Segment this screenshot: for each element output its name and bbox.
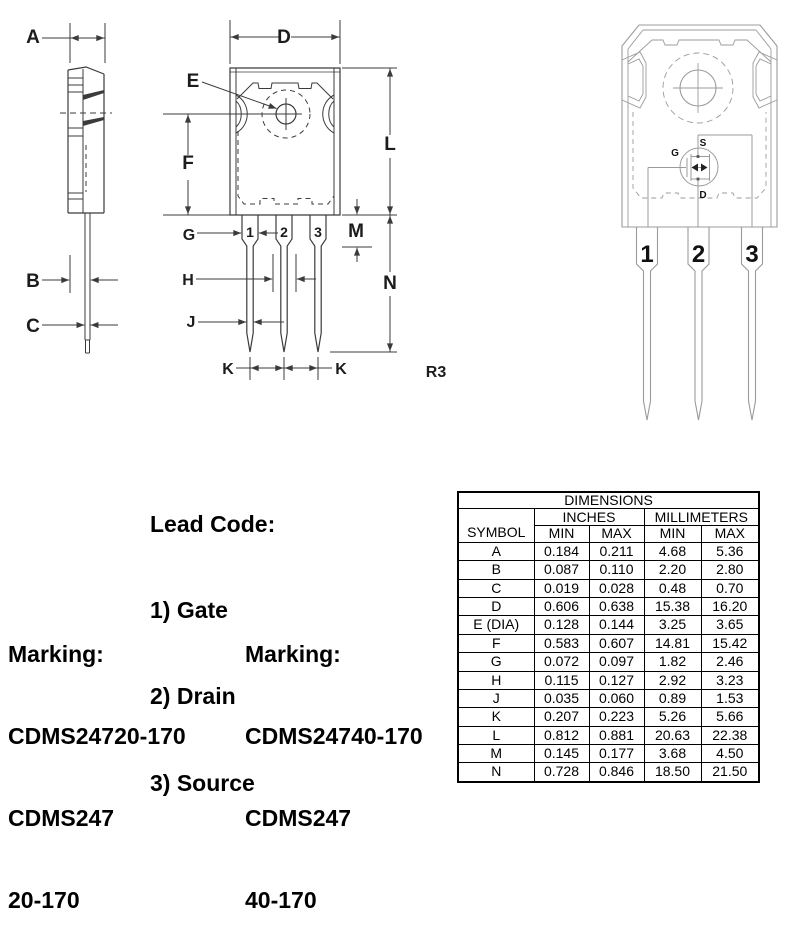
symbol-cell: D [458,597,534,615]
value-cell: 1.82 [644,653,701,671]
value-cell: 2.80 [701,561,759,579]
front-view-drawing [163,20,446,381]
marking-part-number: CDMS24720-170 [8,723,186,750]
label-K-right: K [335,361,347,378]
value-cell: 5.66 [701,708,759,726]
value-cell: 0.110 [589,561,644,579]
schematic-view-drawing [622,25,777,420]
value-cell: 22.38 [701,726,759,744]
symbol-cell: N [458,763,534,782]
label-D: D [277,27,291,48]
dim-B [26,255,118,293]
value-cell: 2.20 [644,561,701,579]
value-cell: 0.728 [534,763,589,782]
value-cell: 0.606 [534,597,589,615]
table-title-row [458,492,759,509]
chamfer-wedge-upper [83,90,104,100]
marking-block-40 [245,586,423,942]
value-cell: 1.53 [701,689,759,707]
side-view-drawing [26,23,118,353]
dim-M [342,199,372,262]
value-cell: 0.211 [589,542,644,560]
dimension-row [458,708,759,726]
value-cell: 0.028 [589,579,644,597]
value-cell: 0.70 [701,579,759,597]
value-cell: 0.097 [589,653,644,671]
label-F: F [182,153,194,174]
symbol-cell: M [458,745,534,763]
mosfet-schematic [648,135,752,227]
pin-number-2: 2 [280,224,288,240]
value-cell: 3.68 [644,745,701,763]
symbol-cell: K [458,708,534,726]
value-cell: 0.638 [589,597,644,615]
side-lead [85,213,90,353]
dim-K [222,357,347,380]
value-cell: 4.50 [701,745,759,763]
inner-dashed-outline [633,112,766,198]
value-cell: 21.50 [701,763,759,782]
front-pins [242,215,326,352]
table-unit-group-row [458,509,759,526]
symbol-cell: F [458,634,534,652]
mosfet-source-label: S [699,138,707,149]
mosfet-gate-label: G [671,148,679,159]
schematic-pin-number-1: 1 [640,241,654,268]
value-cell: 0.060 [589,689,644,707]
dimension-row [458,597,759,615]
marking-part-number: CDMS24740-170 [245,723,423,750]
value-cell: 0.035 [534,689,589,707]
label-E: E [186,71,200,92]
dimensions-table [457,491,760,783]
value-cell: 3.65 [701,616,759,634]
dimension-row [458,561,759,579]
label-J: J [186,314,196,331]
dimension-row [458,542,759,560]
label-H: H [182,272,194,289]
table-title: DIMENSIONS [458,492,759,509]
pad-dashed-outline [238,131,334,204]
dimensions-table-body [458,492,759,782]
lead-code-item-source: 3) Source [150,769,255,796]
value-cell: 0.144 [589,616,644,634]
mosfet-diode-arrow [701,164,708,172]
label-G: G [182,227,196,244]
marking-heading: Marking: [245,640,341,667]
value-cell: 0.223 [589,708,644,726]
schematic-pins [637,227,763,420]
value-cell: 0.177 [589,745,644,763]
dimension-row [458,653,759,671]
label-A: A [26,27,40,48]
value-cell: 15.42 [701,634,759,652]
pin-number-1: 1 [246,224,254,240]
value-cell: 0.89 [644,689,701,707]
dimension-row [458,616,759,634]
marking-line-2: 20-170 [8,887,80,914]
label-N: N [383,273,397,294]
schematic-pin-number-2: 2 [691,241,706,268]
dim-D [230,20,340,64]
marking-line-2: 40-170 [245,887,317,914]
dim-H [182,254,316,292]
molded-top-outline [237,83,333,99]
value-cell: 0.115 [534,671,589,689]
symbol-cell: E (DIA) [458,616,534,634]
left-notch [622,52,646,108]
mm-min-header: MIN [644,526,701,542]
value-cell: 15.38 [644,597,701,615]
value-cell: 0.127 [589,671,644,689]
symbol-cell: C [458,579,534,597]
label-B: B [26,271,40,292]
symbol-cell: A [458,542,534,560]
value-cell: 0.087 [534,561,589,579]
marking-heading: Marking: [8,640,104,667]
dimension-row [458,579,759,597]
value-cell: 0.184 [534,542,589,560]
dim-A [26,23,105,63]
value-cell: 0.607 [589,634,644,652]
dim-E [187,71,277,109]
label-M: M [348,221,364,242]
dim-C [26,316,118,337]
dim-F [163,114,277,215]
mm-max-header: MAX [701,526,759,542]
label-L: L [384,134,396,155]
value-cell: 3.25 [644,616,701,634]
chamfer-wedge-lower [83,117,104,126]
value-cell: 20.63 [644,726,701,744]
marking-line-1: CDMS247 [245,805,352,832]
value-cell: 0.207 [534,708,589,726]
marking-block-20 [8,586,186,942]
label-C: C [26,316,40,337]
symbol-header: SYMBOL [458,509,534,542]
schematic-pin-number-3: 3 [745,241,759,268]
mosfet-arrow-left [692,164,699,172]
label-R3: R3 [425,364,447,381]
value-cell: 2.46 [701,653,759,671]
lead-code-heading: Lead Code: [150,510,276,537]
value-cell: 0.128 [534,616,589,634]
side-body-outline [60,67,112,213]
dimension-row [458,689,759,707]
symbol-cell: G [458,653,534,671]
value-cell: 4.68 [644,542,701,560]
dim-G [183,227,278,244]
value-cell: 0.072 [534,653,589,671]
mosfet-drain-label: D [699,190,707,201]
dim-L [342,68,397,215]
millimeters-header: MILLIMETERS [644,509,759,526]
value-cell: 14.81 [644,634,701,652]
dimension-row [458,763,759,782]
pin-number-3: 3 [314,224,322,240]
value-cell: 0.881 [589,726,644,744]
value-cell: 0.019 [534,579,589,597]
lead-code-item-gate: 1) Gate [150,596,228,623]
value-cell: 0.812 [534,726,589,744]
inches-max-header: MAX [589,526,644,542]
right-notch [753,52,777,108]
dim-J [187,314,284,331]
value-cell: 3.23 [701,671,759,689]
value-cell: 0.48 [644,579,701,597]
value-cell: 0.145 [534,745,589,763]
marking-line-1: CDMS247 [8,805,115,832]
inches-min-header: MIN [534,526,589,542]
value-cell: 18.50 [644,763,701,782]
front-body-outline [230,68,340,215]
symbol-cell: L [458,726,534,744]
label-K-left: K [222,361,234,378]
value-cell: 5.26 [644,708,701,726]
dimension-row [458,726,759,744]
dimension-row [458,634,759,652]
symbol-cell: J [458,689,534,707]
lead-code-item-drain: 2) Drain [150,683,236,710]
symbol-cell: B [458,561,534,579]
dimension-row [458,745,759,763]
dimension-row [458,671,759,689]
value-cell: 0.846 [589,763,644,782]
value-cell: 0.583 [534,634,589,652]
package-drawings [0,0,800,445]
value-cell: 2.92 [644,671,701,689]
value-cell: 5.36 [701,542,759,560]
value-cell: 16.20 [701,597,759,615]
inches-header: INCHES [534,509,644,526]
symbol-cell: H [458,671,534,689]
